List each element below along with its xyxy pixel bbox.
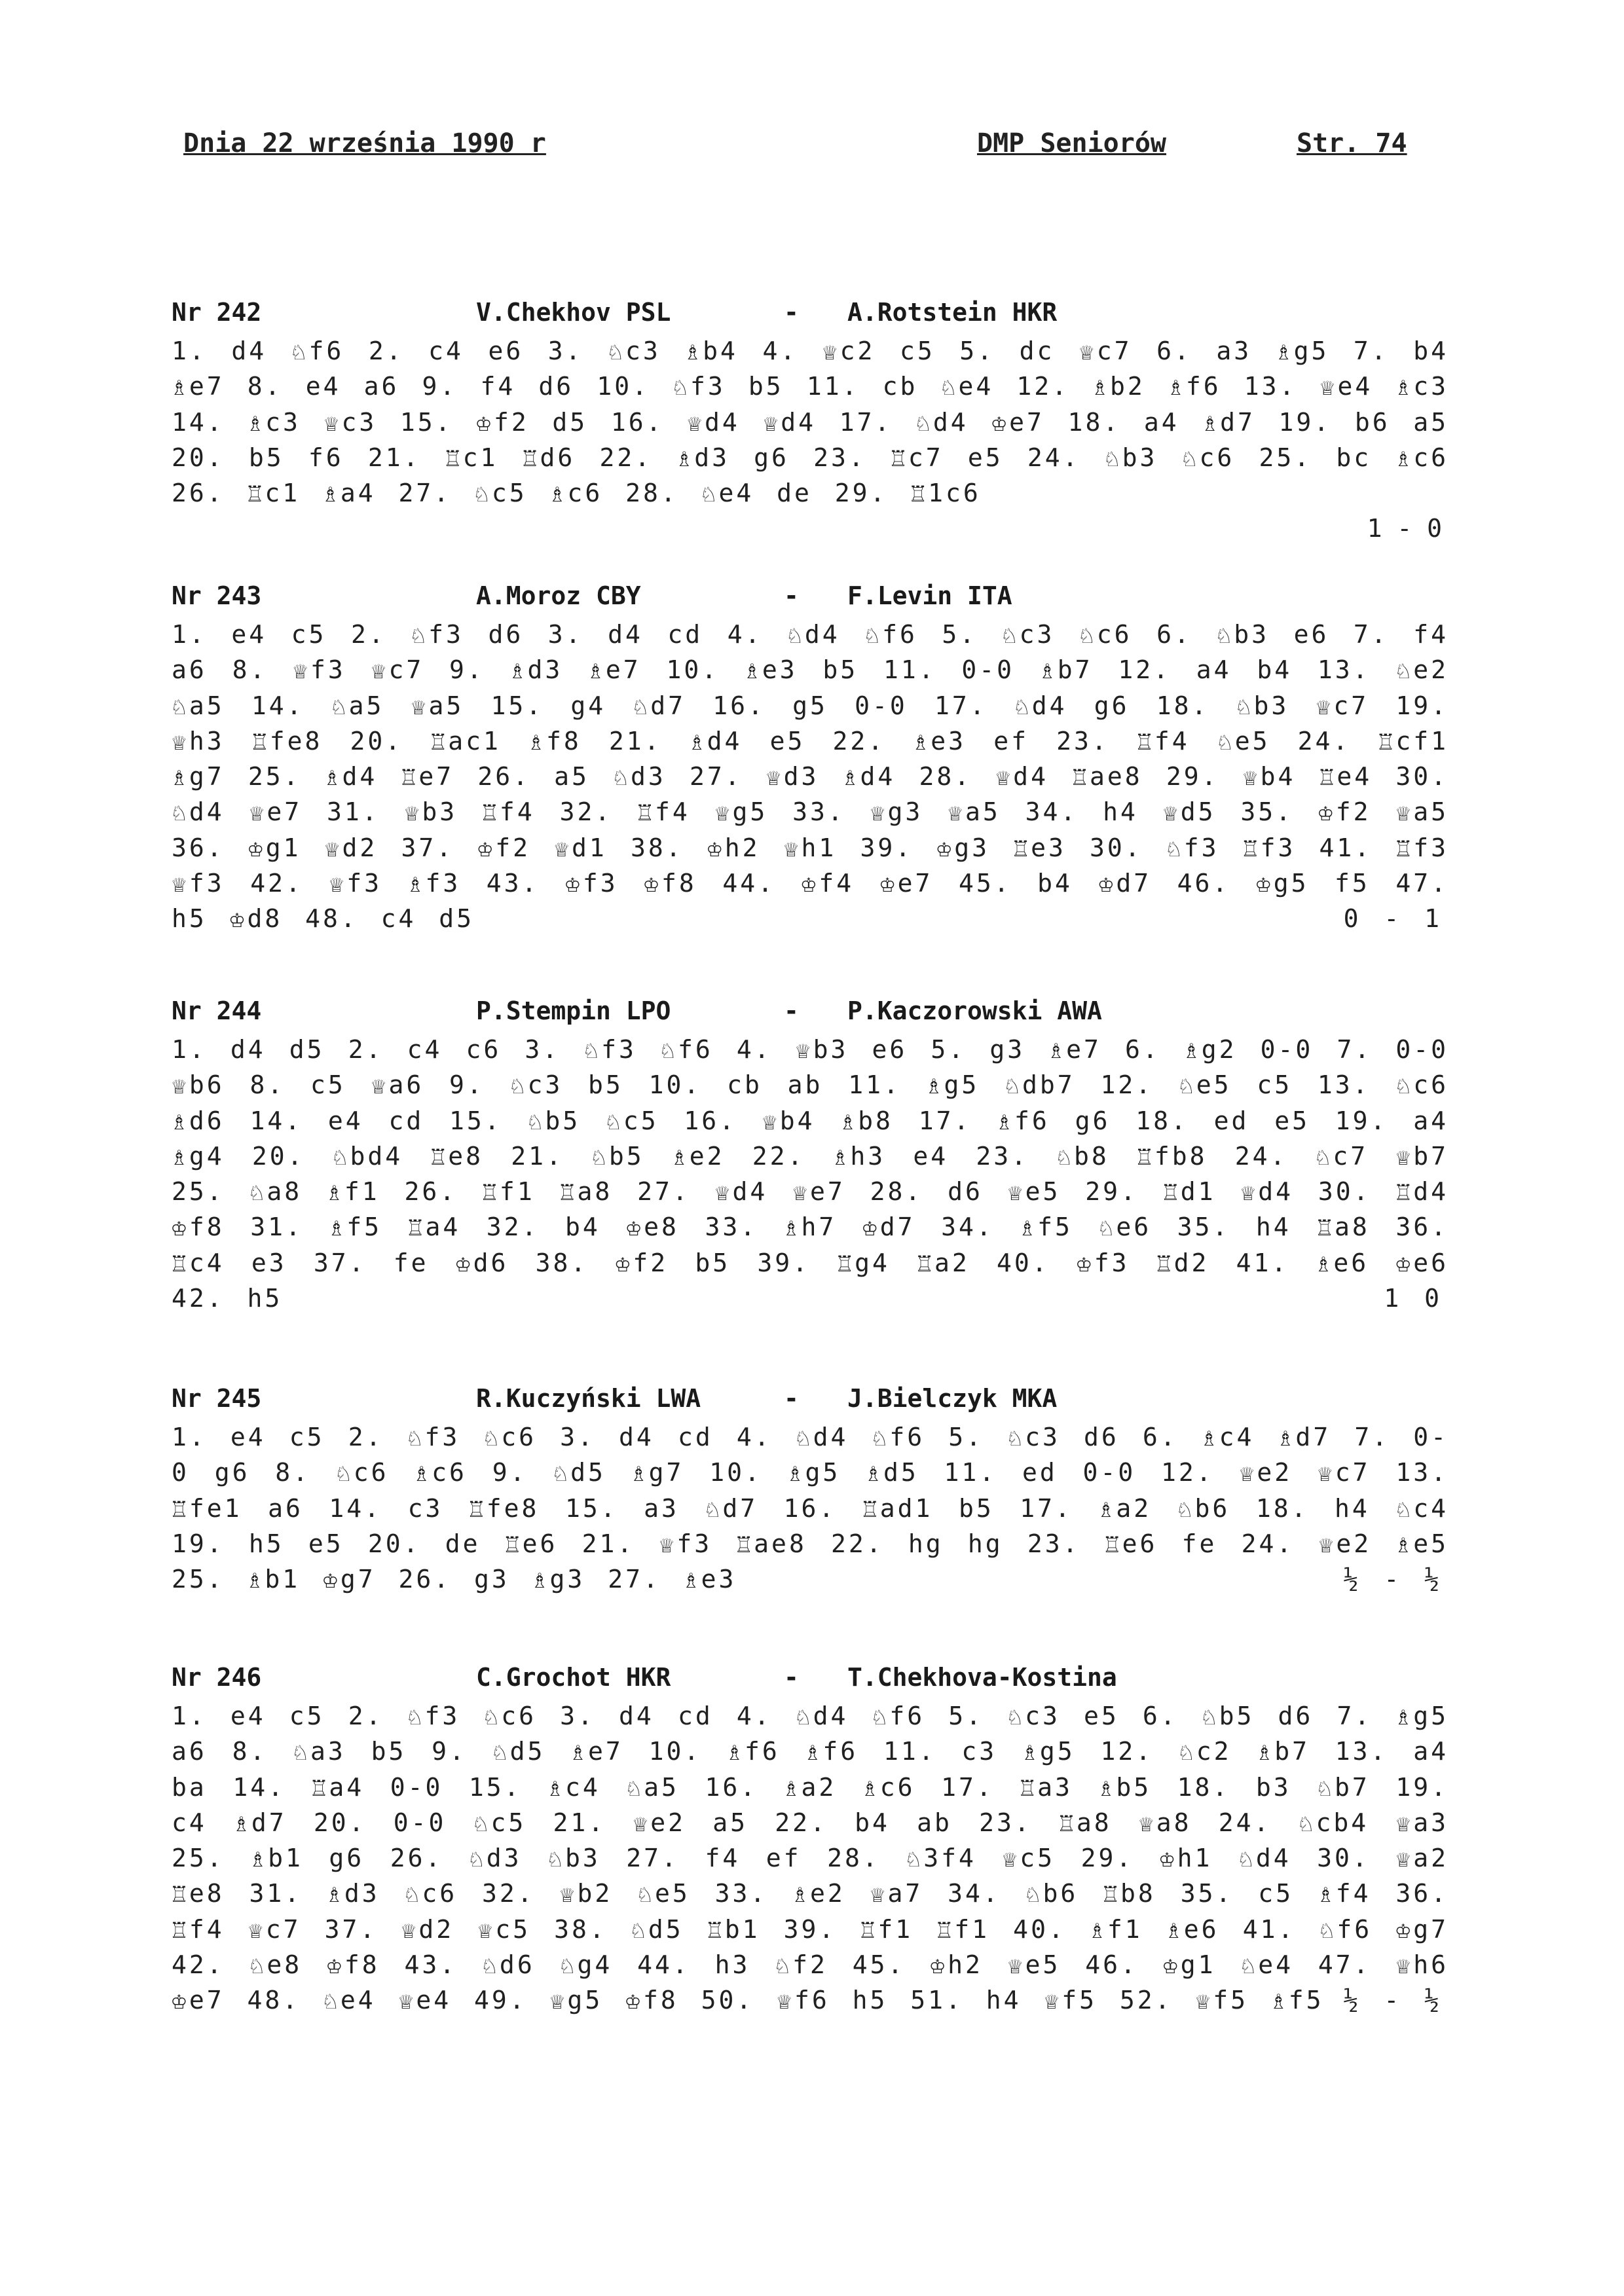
- game-number: Nr 244: [172, 996, 262, 1025]
- header-event: DMP Seniorów: [977, 128, 1166, 158]
- game-moves: [172, 1032, 1471, 1316]
- game-245: [172, 1384, 1471, 1597]
- game-number: Nr 242: [172, 298, 262, 327]
- game-result: ½ - ½: [1343, 1565, 1442, 1594]
- player-separator: -: [784, 298, 799, 327]
- game-title: [172, 298, 1449, 333]
- game-title: [172, 996, 1449, 1032]
- player-separator: -: [784, 1663, 799, 1692]
- game-242: [172, 298, 1471, 546]
- game-244: [172, 996, 1471, 1316]
- black-player: A.Rotstein HKR: [847, 298, 1058, 327]
- game-moves-text: 1. e4 c5 2. ♘f3 ♘c6 3. d4 cd 4. ♘d4 ♘f6 5. ♘c3 e5 6. ♘b5 d6 7. ♗g5 a6 8. ♘a3 b5 9. ♘d5 ♗e7 10. ♗f6 ♗f6 11. c3 ♗g5 12. ♘c2 ♗b7 13. a4 ba 14. ♖a4 0-0 15. ♗c4 ♘a5 16. ♗a2 ♗c6 17. ♖a3 ♗b5 18. b3 ♘b7 19. c4 ♗d7 20. 0-0 ♘c5 21. ♕e2 a5 22. b4 ab 23. ♖a8 ♕a8 24. ♘cb4 ♕a3 25. ♗b1 g6 26. ♘d3 ♘b3 27. f4 ef 28. ♘3f4 ♕c5 29. ♔h1 ♘d4 30. ♕a2 ♖e8 31. ♗d3 ♘c6 32. ♕b2 ♘e5 33. ♗e2 ♕a7 34. ♘b6 ♖b8 35. c5 ♗f4 36. ♖f4 ♕c7 37. ♕d2 ♕c5 38. ♘d5 ♖b1 39. ♖f1 ♖f1 40. ♗f1 ♗e6 41. ♘f6 ♔g7 42. ♘e8 ♔f8 43. ♘d6 ♘g4 44. h3 ♘f2 45. ♔h2 ♕e5 46. ♔g1 ♘e4 47. ♕h6 ♔e7 48. ♘e4 ♕e4 49. ♕g5 ♔f8 50. ♕f6 h5 51. h4 ♕f5 52. ♕f5 ♗f5: [172, 1702, 1471, 2015]
- game-moves: [172, 1419, 1471, 1597]
- game-result: 1 - 0: [1367, 514, 1442, 543]
- game-243: [172, 581, 1471, 937]
- game-number: Nr 245: [172, 1384, 262, 1413]
- white-player: P.Stempin LPO: [476, 996, 671, 1025]
- black-player: J.Bielczyk MKA: [847, 1384, 1058, 1413]
- game-title: [172, 581, 1449, 617]
- game-moves: 1. d4 ♘f6 2. c4 e6 3. ♘c3 ♗b4 4. ♕c2 c5 5. dc ♕c7 6. a3 ♗g5 7. b4 ♗e7 8. e4 a6 9. f4 d6 10. ♘f3 b5 11. cb ♘e4 12. ♗b2 ♗f6 13. ♕e4 ♗c3 14. ♗c3 ♕c3 15. ♔f2 d5 16. ♕d4 ♕d4 17. ♘d4 ♔e7 18. a4 ♗d7 19. b6 a5 20. b5 f6 21. ♖c1 ♖d6 22. ♗d3 g6 23. ♖c7 e5 24. ♘b3 ♘c6 25. bc ♗c6 26. ♖c1 ♗a4 27. ♘c5 ♗c6 28. ♘e4 de 29. ♖1c6: [172, 337, 1471, 508]
- game-moves: [172, 617, 1471, 937]
- player-separator: -: [784, 581, 799, 610]
- game-result: 0 - 1: [1343, 904, 1442, 934]
- game-moves-text: 1. d4 d5 2. c4 c6 3. ♘f3 ♘f6 4. ♕b3 e6 5. g3 ♗e7 6. ♗g2 0-0 7. 0-0 ♕b6 8. c5 ♕a6 9. ♘c3 b5 10. cb ab 11. ♗g5 ♘db7 12. ♘e5 c5 13. ♘c6 ♗d6 14. e4 cd 15. ♘b5 ♘c5 16. ♕b4 ♗b8 17. ♗f6 g6 18. ed e5 19. a4 ♗g4 20. ♘bd4 ♖e8 21. ♘b5 ♗e2 22. ♗h3 e4 23. ♘b8 ♖fb8 24. ♘c7 ♕b7 25. ♘a8 ♗f1 26. ♖f1 ♖a8 27. ♕d4 ♕e7 28. d6 ♕e5 29. ♖d1 ♕d4 30. ♖d4 ♔f8 31. ♗f5 ♖a4 32. b4 ♔e8 33. ♗h7 ♔d7 34. ♗f5 ♘e6 35. h4 ♖a8 36. ♖c4 e3 37. fe ♔d6 38. ♔f2 b5 39. ♖g4 ♖a2 40. ♔f3 ♖d2 41. ♗e6 ♔e6 42. h5: [172, 1035, 1471, 1313]
- white-player: R.Kuczyński LWA: [476, 1384, 701, 1413]
- player-separator: -: [784, 1384, 799, 1413]
- black-player: F.Levin ITA: [847, 581, 1012, 610]
- white-player: A.Moroz CBY: [476, 581, 641, 610]
- game-moves-text: 1. e4 c5 2. ♘f3 d6 3. d4 cd 4. ♘d4 ♘f6 5. ♘c3 ♘c6 6. ♘b3 e6 7. f4 a6 8. ♕f3 ♕c7 9. ♗d3 ♗e7 10. ♗e3 b5 11. 0-0 ♗b7 12. a4 b4 13. ♘e2 ♘a5 14. ♘a5 ♕a5 15. g4 ♘d7 16. g5 0-0 17. ♘d4 g6 18. ♘b3 ♕c7 19. ♕h3 ♖fe8 20. ♖ac1 ♗f8 21. ♗d4 e5 22. ♗e3 ef 23. ♖f4 ♘e5 24. ♖cf1 ♗g7 25. ♗d4 ♖e7 26. a5 ♘d3 27. ♕d3 ♗d4 28. ♕d4 ♖ae8 29. ♕b4 ♖e4 30. ♘d4 ♕e7 31. ♕b3 ♖f4 32. ♖f4 ♕g5 33. ♕g3 ♕a5 34. h4 ♕d5 35. ♔f2 ♕a5 36. ♔g1 ♕d2 37. ♔f2 ♕d1 38. ♔h2 ♕h1 39. ♔g3 ♖e3 30. ♘f3 ♖f3 41. ♖f3 ♕f3 42. ♕f3 ♗f3 43. ♔f3 ♔f8 44. ♔f4 ♔e7 45. b4 ♔d7 46. ♔g5 f5 47. h5 ♔d8 48. c4 d5: [172, 620, 1471, 934]
- game-result: 1 0: [1384, 1284, 1442, 1313]
- game-result: ½ - ½: [1343, 1986, 1442, 2015]
- game-title: [172, 1663, 1449, 1698]
- game-number: Nr 243: [172, 581, 262, 610]
- game-246: [172, 1663, 1471, 2018]
- white-player: V.Chekhov PSL: [476, 298, 671, 327]
- game-moves: [172, 1698, 1471, 2018]
- game-title: [172, 1384, 1449, 1419]
- game-number: Nr 246: [172, 1663, 262, 1692]
- page-header: [183, 128, 1447, 161]
- game-moves-text: 1. e4 c5 2. ♘f3 ♘c6 3. d4 cd 4. ♘d4 ♘f6 5. ♘c3 d6 6. ♗c4 ♗d7 7. 0-0 g6 8. ♘c6 ♗c6 9. ♘d5 ♗g7 10. ♗g5 ♗d5 11. ed 0-0 12. ♕e2 ♕c7 13. ♖fe1 a6 14. c3 ♖fe8 15. a3 ♘d7 16. ♖ad1 b5 17. ♗a2 ♘b6 18. h4 ♘c4 19. h5 e5 20. de ♖e6 21. ♕f3 ♖ae8 22. hg hg 23. ♖e6 fe 24. ♕e2 ♗e5 25. ♗b1 ♔g7 26. g3 ♗g3 27. ♗e3: [172, 1423, 1471, 1594]
- header-page-number: Str. 74: [1297, 128, 1407, 158]
- black-player: T.Chekhova-Kostina: [847, 1663, 1117, 1692]
- white-player: C.Grochot HKR: [476, 1663, 671, 1692]
- header-date: Dnia 22 września 1990 r: [183, 128, 546, 158]
- player-separator: -: [784, 996, 799, 1025]
- black-player: P.Kaczorowski AWA: [847, 996, 1102, 1025]
